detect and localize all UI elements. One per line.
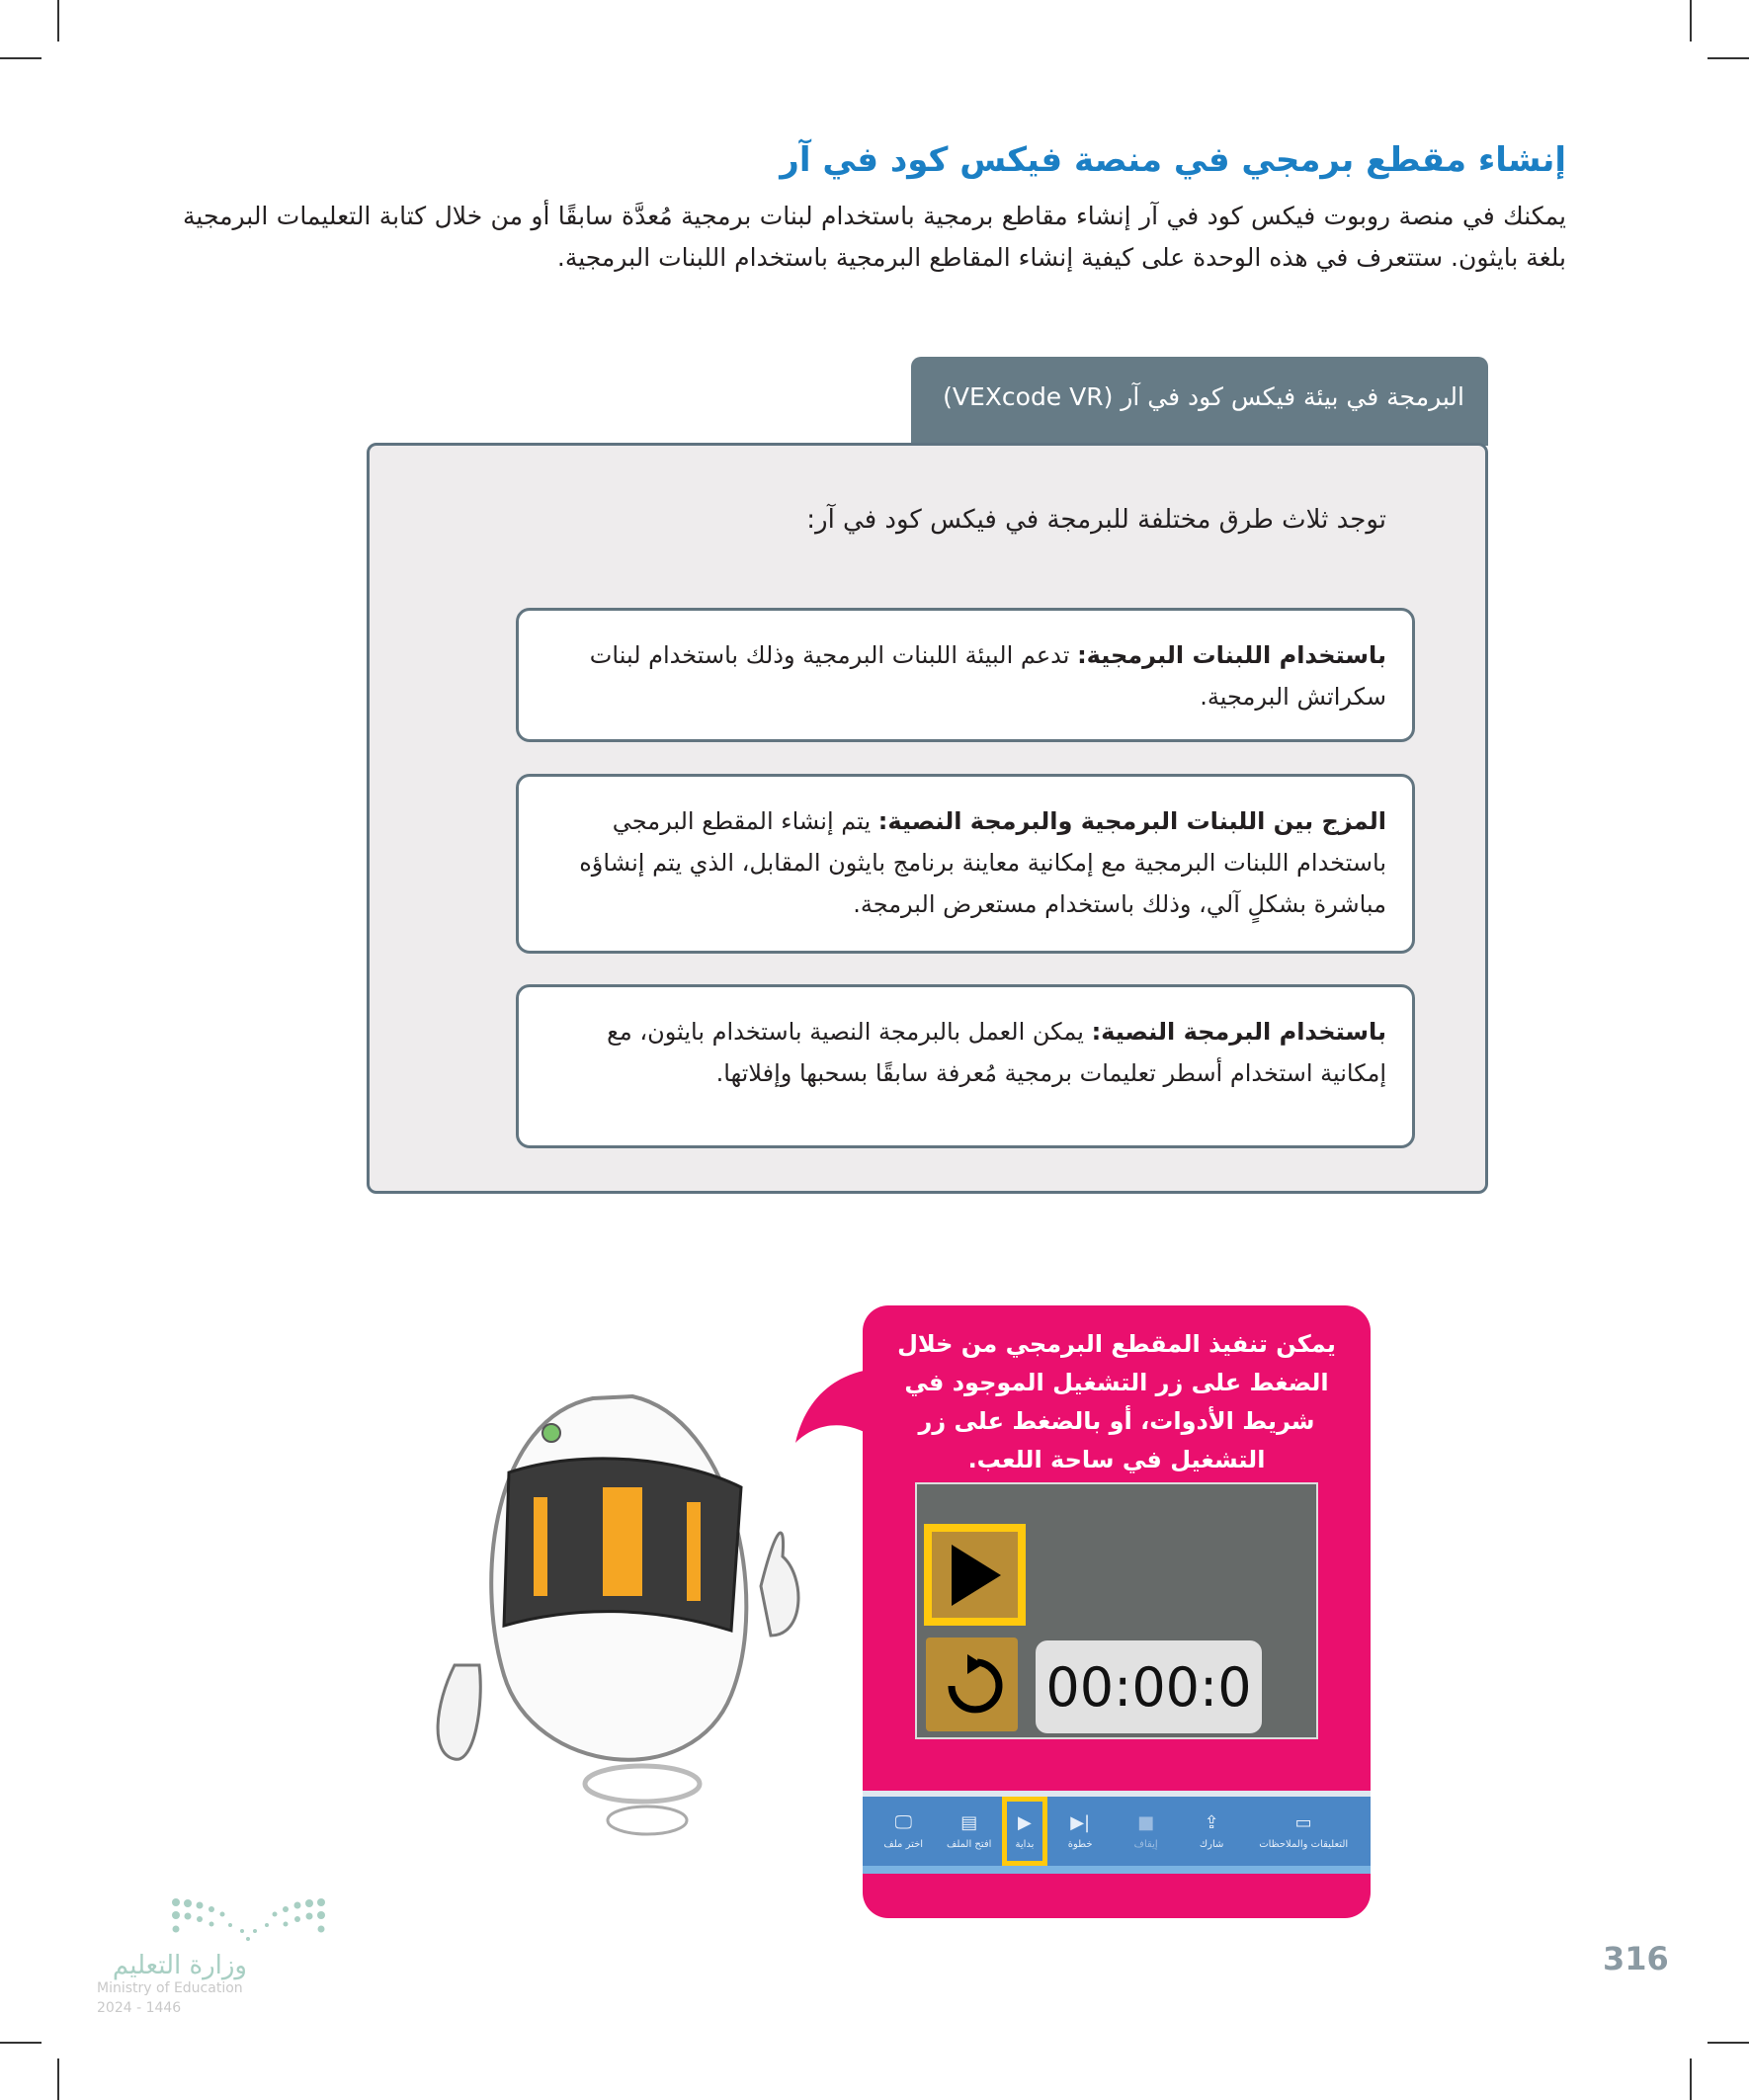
crop-mark	[1690, 0, 1692, 42]
toolbar-stop-button[interactable]	[1113, 1797, 1178, 1866]
crop-mark	[0, 2042, 42, 2044]
logo-dots-icon	[171, 1897, 329, 1947]
callout-text: يمكن تنفيذ المقطع البرمجي من خلال الضغط على زر التشغيل الموجود في شريط الأدوات، أو بالضغط على زر التشغيل في ساحة اللعب.	[897, 1330, 1336, 1473]
crop-mark	[57, 2058, 59, 2100]
card-text: يمكن العمل بالبرمجة النصية باستخدام بايثون، مع إمكانية استخدام أسطر تعليمات برمجية مُعرفة سابقًا بسحبها وإفلاتها.	[607, 1018, 1386, 1087]
crop-mark	[0, 57, 42, 59]
toolbar-step-button[interactable]	[1047, 1797, 1113, 1866]
info-box-intro: توجد ثلاث طرق مختلفة للبرمجة في فيكس كود في آر:	[806, 505, 1386, 535]
toolbar	[863, 1791, 1371, 1874]
info-box	[367, 443, 1488, 1194]
method-card-mixed	[516, 774, 1415, 954]
toolbar-label: اختر ملف	[883, 1839, 924, 1850]
stop-icon: ■	[1137, 1812, 1155, 1833]
logo-english-text: Ministry of Education	[97, 1980, 243, 1996]
robot-illustration	[435, 1379, 840, 1853]
open-file-icon: ▤	[960, 1812, 978, 1833]
crop-mark	[1690, 2058, 1692, 2100]
toolbar-label: التعليقات والملاحظات	[1259, 1839, 1349, 1850]
toolbar-choose-file-button[interactable]	[871, 1797, 936, 1866]
crop-mark	[1707, 57, 1749, 59]
playground-controls	[915, 1482, 1318, 1739]
choose-file-icon: 🖵	[894, 1812, 912, 1833]
step-icon: ▶|	[1070, 1812, 1091, 1833]
toolbar-label: افتح الملف	[946, 1839, 992, 1850]
logo-year: 2024 - 1446	[97, 2000, 182, 2016]
toolbar-label: إيقاف	[1133, 1839, 1158, 1850]
method-card-text	[516, 984, 1415, 1148]
toolbar-comments-button[interactable]	[1244, 1797, 1363, 1866]
share-icon: ⇪	[1204, 1812, 1219, 1833]
play-button[interactable]	[924, 1524, 1026, 1626]
card-term: باستخدام البرمجة النصية:	[1091, 1018, 1386, 1046]
toolbar-label: بداية	[1015, 1839, 1035, 1850]
toolbar-share-button[interactable]	[1179, 1797, 1244, 1866]
ministry-logo	[97, 1897, 334, 2016]
page-number: 316	[1603, 1940, 1669, 1977]
section-intro: يمكنك في منصة روبوت فيكس كود في آر إنشاء مقاطع برمجية باستخدام لبنات برمجية مُعدَّة سابقًا أو من خلال كتابة التعليمات البرمجية بلغة بايثون. ستتعرف في هذه الوحدة على كيفية إنشاء المقاطع البرمجية باستخدام اللبنات البرمجية.	[183, 202, 1566, 272]
card-text: تدعم البيئة اللبنات البرمجية وذلك باستخدام لبنات سكراتش البرمجية.	[589, 641, 1386, 711]
toolbar-label: خطوة	[1067, 1839, 1093, 1850]
comment-icon: ▭	[1294, 1812, 1312, 1833]
play-icon	[946, 1541, 1005, 1610]
crop-mark	[1707, 2042, 1749, 2044]
callout-box	[863, 1305, 1371, 1918]
card-term: باستخدام اللبنات البرمجية:	[1077, 641, 1386, 669]
card-text: يتم إنشاء المقطع البرمجي باستخدام اللبنات البرمجية مع إمكانية معاينة برنامج بايثون المقابل، الذي يتم إنشاؤه مباشرة بشكلٍ آلي، وذلك باستخدام مستعرض البرمجة.	[579, 807, 1386, 918]
method-card-blocks	[516, 608, 1415, 742]
play-icon: ▶	[1018, 1812, 1032, 1833]
reset-button[interactable]	[926, 1638, 1018, 1731]
reset-icon	[938, 1650, 1007, 1720]
info-box-tab: البرمجة في بيئة فيكس كود في آر (VEXcode VR)	[911, 357, 1488, 446]
card-term: المزج بين اللبنات البرمجية والبرمجة النصية:	[877, 807, 1386, 835]
timer-display: 00:00:0	[1036, 1640, 1262, 1733]
crop-mark	[57, 0, 59, 42]
logo-arabic-text: وزارة التعليم	[112, 1951, 247, 1980]
toolbar-start-button[interactable]	[1002, 1797, 1047, 1866]
section-title: إنشاء مقطع برمجي في منصة فيكس كود في آر	[780, 140, 1566, 180]
toolbar-label: شارك	[1199, 1839, 1224, 1850]
toolbar-open-file-button[interactable]	[936, 1797, 1001, 1866]
